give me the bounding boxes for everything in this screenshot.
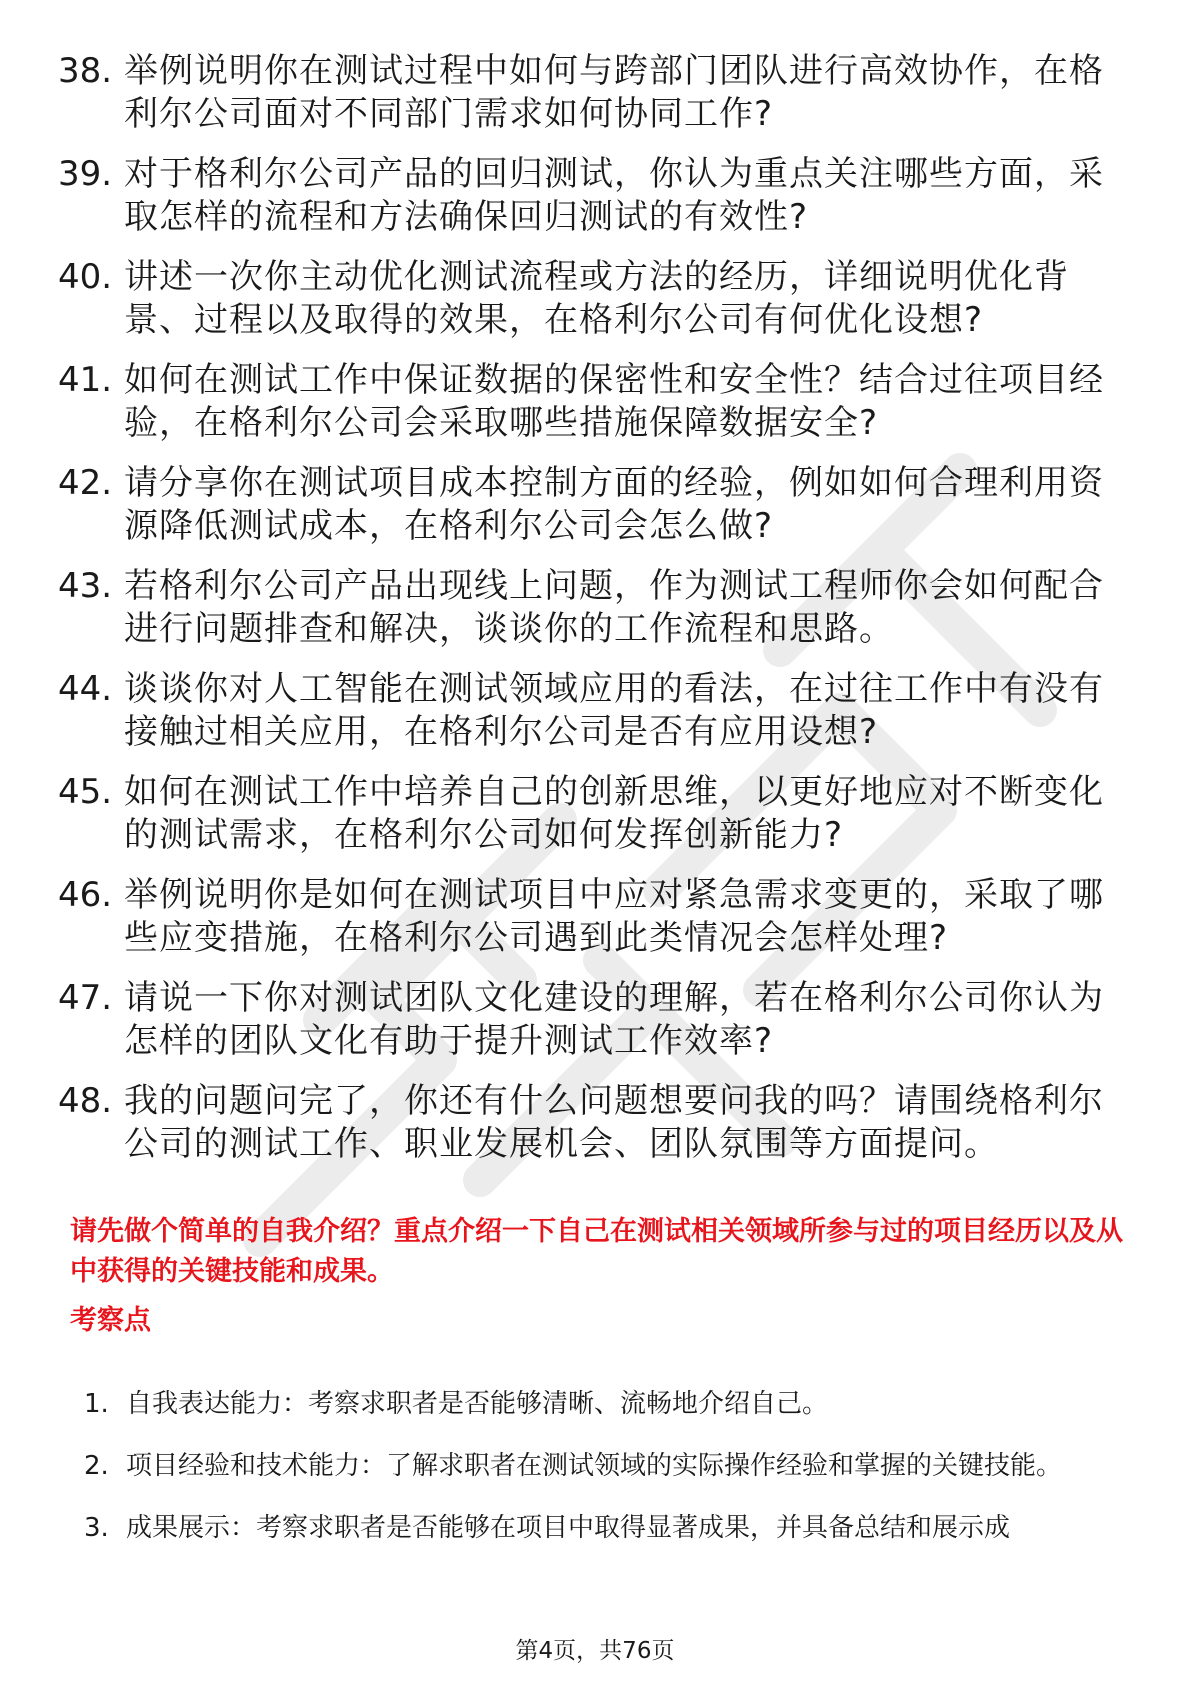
question-text: 请说一下你对测试团队文化建设的理解，若在格利尔公司你认为怎样的团队文化有助于提升测试工作效率?: [124, 978, 1104, 1061]
list-item: [58, 256, 1138, 342]
point-number: 1.: [84, 1389, 109, 1419]
question-text: 我的问题问完了，你还有什么问题想要问我的吗？请围绕格利尔公司的测试工作、职业发展机会、团队氛围等方面提问。: [124, 1081, 1104, 1164]
question-text: 讲述一次你主动优化测试流程或方法的经历，详细说明优化背景、过程以及取得的效果，在格利尔公司有何优化设想?: [124, 257, 1069, 340]
question-text: 谈谈你对人工智能在测试领域应用的看法，在过往工作中有没有接触过相关应用，在格利尔公司是否有应用设想?: [124, 669, 1104, 752]
page-footer: 第4页，共76页: [515, 1638, 675, 1664]
point-text: 成果展示：考察求职者是否能够在项目中取得显著成果，并具备总结和展示成: [126, 1513, 1011, 1543]
question-text: 若格利尔公司产品出现线上问题，作为测试工程师你会如何配合进行问题排查和解决，谈谈你的工作流程和思路。: [124, 566, 1104, 649]
question-text: 如何在测试工作中保证数据的保密性和安全性？结合过往项目经验，在格利尔公司会采取哪些措施保障数据安全?: [124, 360, 1104, 443]
question-text: 请分享你在测试项目成本控制方面的经验，例如如何合理利用资源降低测试成本，在格利尔公司会怎么做?: [124, 463, 1104, 546]
list-item: [58, 50, 1138, 136]
list-item: [58, 153, 1138, 239]
point-text: 自我表达能力：考察求职者是否能够清晰、流畅地介绍自己。: [126, 1389, 829, 1419]
highlight-question: 请先做个简单的自我介绍？重点介绍一下自己在测试相关领域所参与过的项目经历以及从中获得的关键技能和成果。: [70, 1216, 1123, 1287]
point-number: 3.: [84, 1513, 109, 1543]
question-list: [58, 50, 1138, 1183]
question-number: 44.: [58, 669, 113, 709]
list-item: [58, 771, 1138, 857]
question-number: 42.: [58, 463, 113, 503]
list-item: [58, 874, 1138, 960]
list-item: [58, 977, 1138, 1063]
question-text: 举例说明你是如何在测试项目中应对紧急需求变更的，采取了哪些应变措施，在格利尔公司遇到此类情况会怎样处理?: [124, 875, 1104, 958]
list-item: [84, 1376, 1124, 1432]
point-text: 项目经验和技术能力：了解求职者在测试领域的实际操作经验和掌握的关键技能。: [126, 1451, 1063, 1481]
question-number: 38.: [58, 51, 113, 91]
question-number: 47.: [58, 978, 113, 1018]
list-item: [58, 462, 1138, 548]
list-item: [58, 359, 1138, 445]
list-item: [84, 1438, 1124, 1494]
list-item: [58, 565, 1138, 651]
list-item: [84, 1500, 1124, 1556]
assessment-points-list: [84, 1376, 1124, 1562]
question-text: 举例说明你在测试过程中如何与跨部门团队进行高效协作，在格利尔公司面对不同部门需求如何协同工作?: [124, 51, 1104, 134]
question-number: 48.: [58, 1081, 113, 1121]
question-number: 39.: [58, 154, 113, 194]
list-item: [58, 668, 1138, 754]
question-number: 43.: [58, 566, 113, 606]
point-number: 2.: [84, 1451, 109, 1481]
question-text: 对于格利尔公司产品的回归测试，你认为重点关注哪些方面，采取怎样的流程和方法确保回归测试的有效性?: [124, 154, 1104, 237]
question-text: 如何在测试工作中培养自己的创新思维，以更好地应对不断变化的测试需求，在格利尔公司如何发挥创新能力?: [124, 772, 1104, 855]
section-title: 考察点: [70, 1305, 151, 1336]
question-number: 46.: [58, 875, 113, 915]
question-number: 40.: [58, 257, 113, 297]
question-number: 41.: [58, 360, 113, 400]
question-number: 45.: [58, 772, 113, 812]
list-item: [58, 1080, 1138, 1166]
